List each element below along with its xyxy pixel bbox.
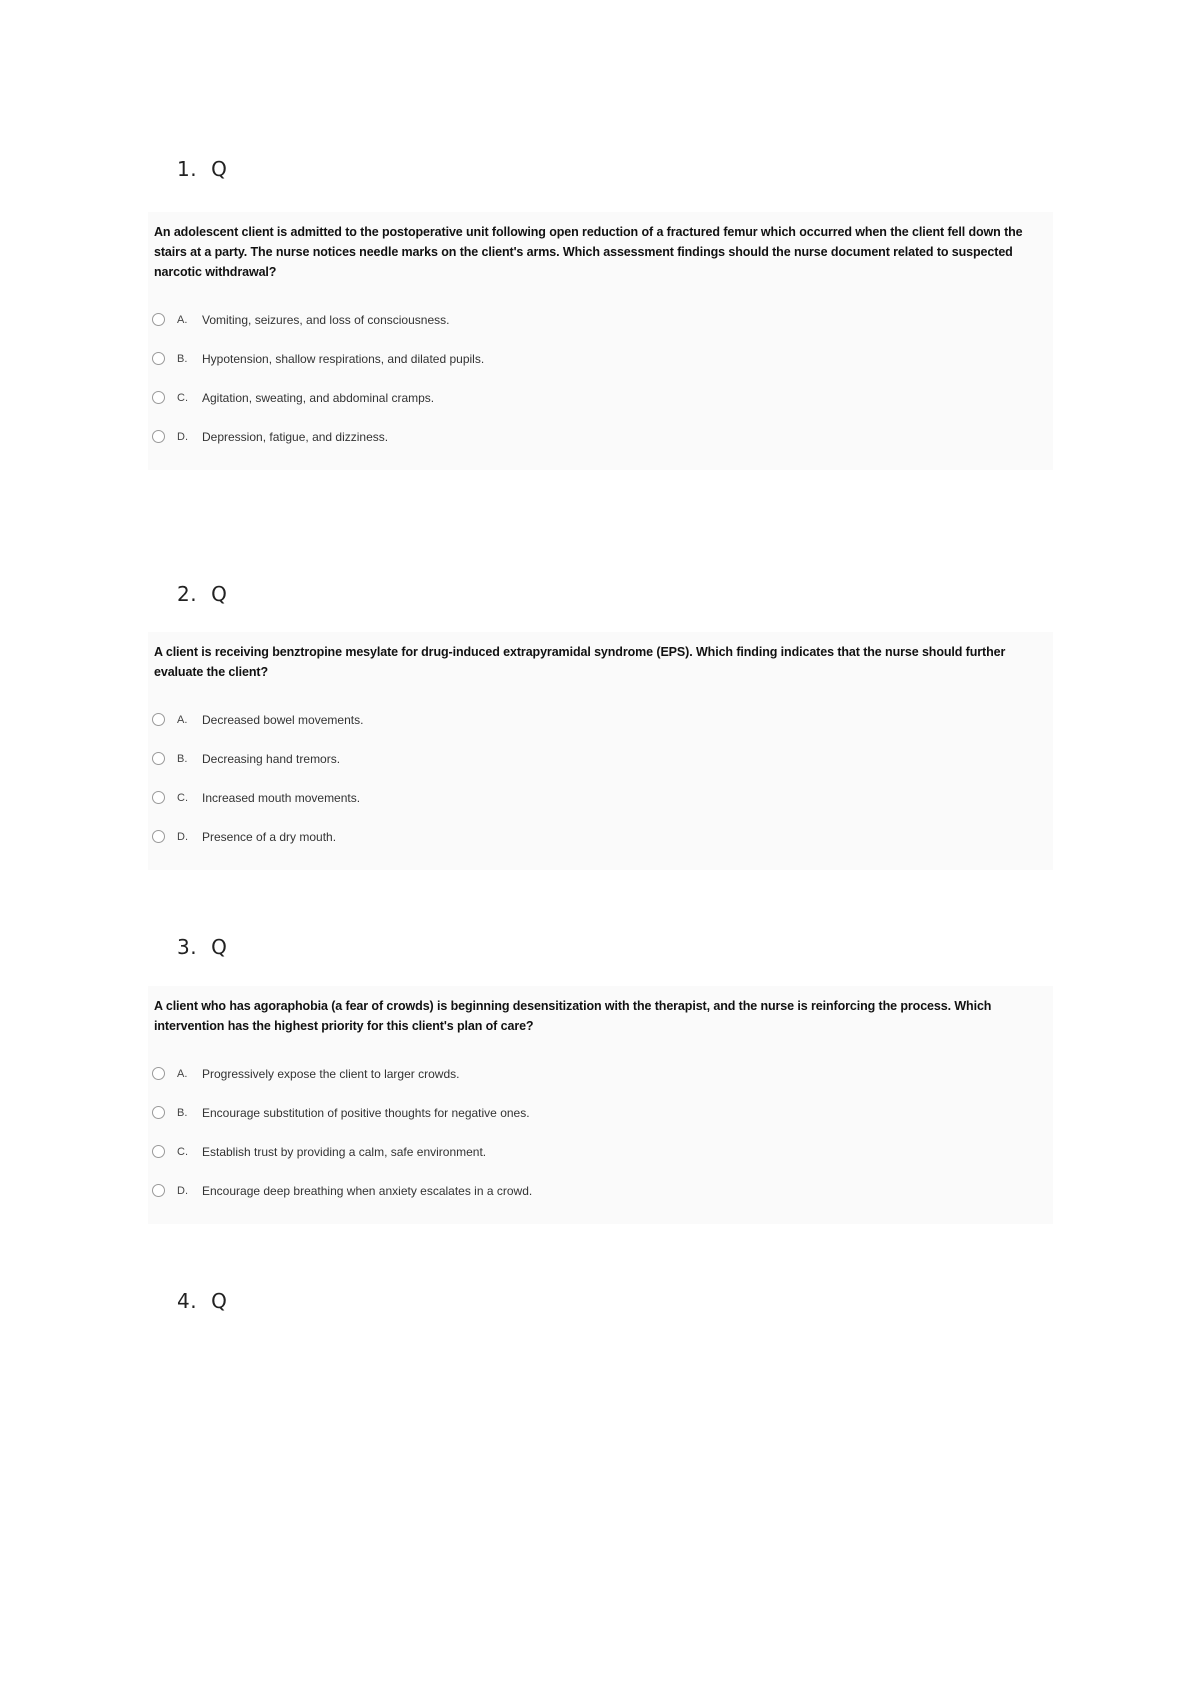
option-c[interactable] [152,1132,1049,1171]
option-d[interactable] [152,817,1049,856]
option-text: Vomiting, seizures, and loss of consciousness. [202,312,450,327]
question-number: 1. [177,157,198,181]
option-a[interactable] [152,1054,1049,1093]
option-text: Hypotension, shallow respirations, and dilated pupils. [202,351,485,366]
question-marker: Q [211,157,228,181]
option-letter: D. [177,1184,188,1197]
question-1-card [148,212,1053,470]
question-2-heading [177,582,227,606]
option-letter: B. [177,752,188,765]
question-number: 3. [177,935,198,959]
option-text: Decreasing hand tremors. [202,751,341,766]
radio-button[interactable] [152,830,165,843]
option-text: Increased mouth movements. [202,790,361,805]
radio-button[interactable] [152,1106,165,1119]
option-d[interactable] [152,417,1049,456]
option-d[interactable] [152,1171,1049,1210]
radio-button[interactable] [152,713,165,726]
question-3-card [148,986,1053,1224]
radio-button[interactable] [152,1067,165,1080]
radio-button[interactable] [152,1145,165,1158]
option-text: Establish trust by providing a calm, safe environment. [202,1144,487,1159]
option-c[interactable] [152,778,1049,817]
radio-button[interactable] [152,430,165,443]
option-letter: B. [177,1106,188,1119]
option-letter: D. [177,830,188,843]
question-marker: Q [211,1289,228,1313]
question-1-heading [177,157,227,181]
radio-button[interactable] [152,391,165,404]
option-a[interactable] [152,700,1049,739]
option-text: Encourage deep breathing when anxiety escalates in a crowd. [202,1183,533,1198]
question-number: 4. [177,1289,198,1313]
question-2-card [148,632,1053,870]
option-text: Depression, fatigue, and dizziness. [202,429,389,444]
question-3-heading [177,935,227,959]
option-b[interactable] [152,339,1049,378]
radio-button[interactable] [152,313,165,326]
radio-button[interactable] [152,352,165,365]
question-number: 2. [177,582,198,606]
option-text: Progressively expose the client to larger crowds. [202,1066,460,1081]
option-c[interactable] [152,378,1049,417]
question-stem: An adolescent client is admitted to the postoperative unit following open reduction of a fractured femur which occurred when the client fell down the stairs at a party. The nurse notices needle marks on the client's arms. Which assessment findings should the nurse document related to suspected narcotic withdrawal? [154,225,1023,279]
option-letter: A. [177,1067,188,1080]
question-stem: A client is receiving benztropine mesylate for drug-induced extrapyramidal syndrome (EPS). Which finding indicates that the nurse should further evaluate the client? [154,645,1006,679]
option-letter: B. [177,352,188,365]
option-letter: C. [177,391,188,404]
question-marker: Q [211,582,228,606]
option-text: Encourage substitution of positive thoughts for negative ones. [202,1105,530,1120]
option-text: Presence of a dry mouth. [202,829,337,844]
option-b[interactable] [152,1093,1049,1132]
option-letter: C. [177,1145,188,1158]
question-marker: Q [211,935,228,959]
radio-button[interactable] [152,752,165,765]
option-b[interactable] [152,739,1049,778]
option-text: Decreased bowel movements. [202,712,364,727]
radio-button[interactable] [152,791,165,804]
option-a[interactable] [152,300,1049,339]
option-letter: A. [177,713,188,726]
option-letter: D. [177,430,188,443]
radio-button[interactable] [152,1184,165,1197]
option-text: Agitation, sweating, and abdominal cramps. [202,390,435,405]
question-4-heading [177,1289,227,1313]
option-letter: A. [177,313,188,326]
question-stem: A client who has agoraphobia (a fear of crowds) is beginning desensitization with the therapist, and the nurse is reinforcing the process. Which intervention has the highest priority for this client's plan of care? [154,999,992,1033]
option-letter: C. [177,791,188,804]
